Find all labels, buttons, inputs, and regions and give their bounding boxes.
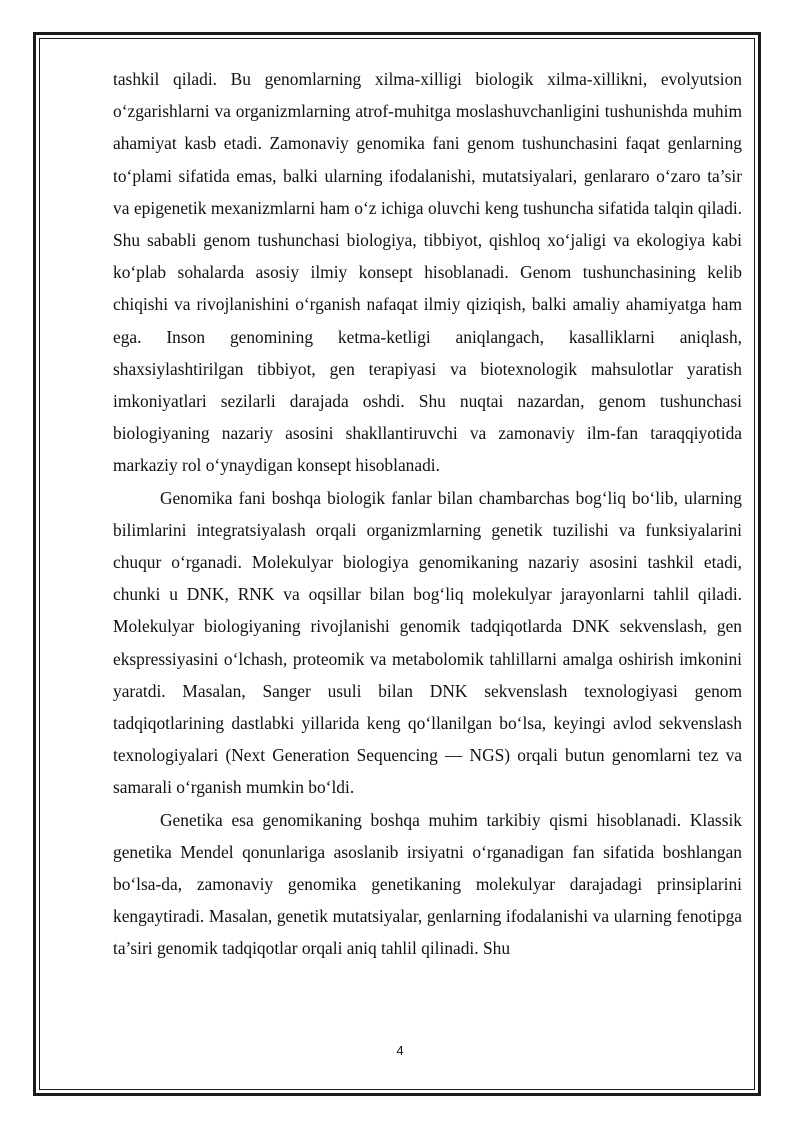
paragraph-2: Genomika fani boshqa biologik fanlar bilan chambarchas bog‘liq bo‘lib, ularning bilimlarini integratsiyalash orqali organizmlarning genetik tuzilishi va funksiyalarini chuqur o‘rganadi. Molekulyar biologiya genomikaning nazariy asosini tashkil etadi, chunki u DNK, RNK va oqsillar bilan bog‘liq molekulyar jarayonlarni tahlil qiladi. Molekulyar biologiyaning rivojlanishi genomik tadqiqotlarda DNK sekvenslash, gen ekspressiyasini o‘lchash, proteomik va metabolomik tahlillarni amalga oshirish imkonini yaratdi. Masalan, Sanger usuli bilan DNK sekvenslash texnologiyasi genom tadqiqotlarining dastlabki yillarida keng qo‘llanilgan bo‘lsa, keyingi avlod sekvenslash texnologiyalari (Next Generation Sequencing — NGS) orqali butun genomlarni tez va samarali o‘rganish mumkin bo‘ldi. <box>113 487 742 798</box>
paragraph-3: Genetika esa genomikaning boshqa muhim tarkibiy qismi hisoblanadi. Klassik genetika Mendel qonunlariga asoslanib irsiyatni o‘rganadigan fan sifatida boshlangan bo‘lsa-da, zamonaviy genomika genetikaning molekulyar darajadagi prinsiplarini kengaytiradi. Masalan, genetik mutatsiyalar, genlarning ifodalanishi va ularning fenotipga ta’siri genomik tadqiqotlar orqali aniq tahlil qilinadi. Shu <box>113 809 742 959</box>
paragraph-1: tashkil qiladi. Bu genomlarning xilma-xilligi biologik xilma-xillikni, evolyutsion o‘zgarishlarni va organizmlarning atrof-muhitga moslashuvchanligini tushunishda muhim ahamiyat kasb etadi. Zamonaviy genomika fani genom tushunchasini faqat genlarning to‘plami sifatida emas, balki ularning ifodalanishi, mutatsiyalari, genlararo o‘zaro ta’sir va epigenetik mexanizmlarni ham o‘z ichiga oluvchi keng tushuncha sifatida talqin qiladi. Shu sababli genom tushunchasi biologiya, tibbiyot, qishloq xo‘jaligi va ekologiya kabi ko‘plab sohalarda asosiy ilmiy konsept hisoblanadi. Genom tushunchasining kelib chiqishi va rivojlanishini o‘rganish nafaqat ilmiy qiziqish, balki amaliy ahamiyatga ham ega. Inson genomining ketma-ketligi aniqlangach, kasalliklarni aniqlash, shaxsiylashtirilgan tibbiyot, gen terapiyasi va biotexnologik mahsulotlar yaratish imkoniyatlari sezilarli darajada oshdi. Shu nuqtai nazardan, genom tushunchasi biologiyaning nazariy asosini shakllantiruvchi va zamonaviy ilm-fan taraqqiyotida markaziy rol o‘ynaydigan konsept hisoblanadi. <box>113 69 742 476</box>
body-text <box>113 63 742 965</box>
page-number: 4 <box>396 1043 404 1058</box>
